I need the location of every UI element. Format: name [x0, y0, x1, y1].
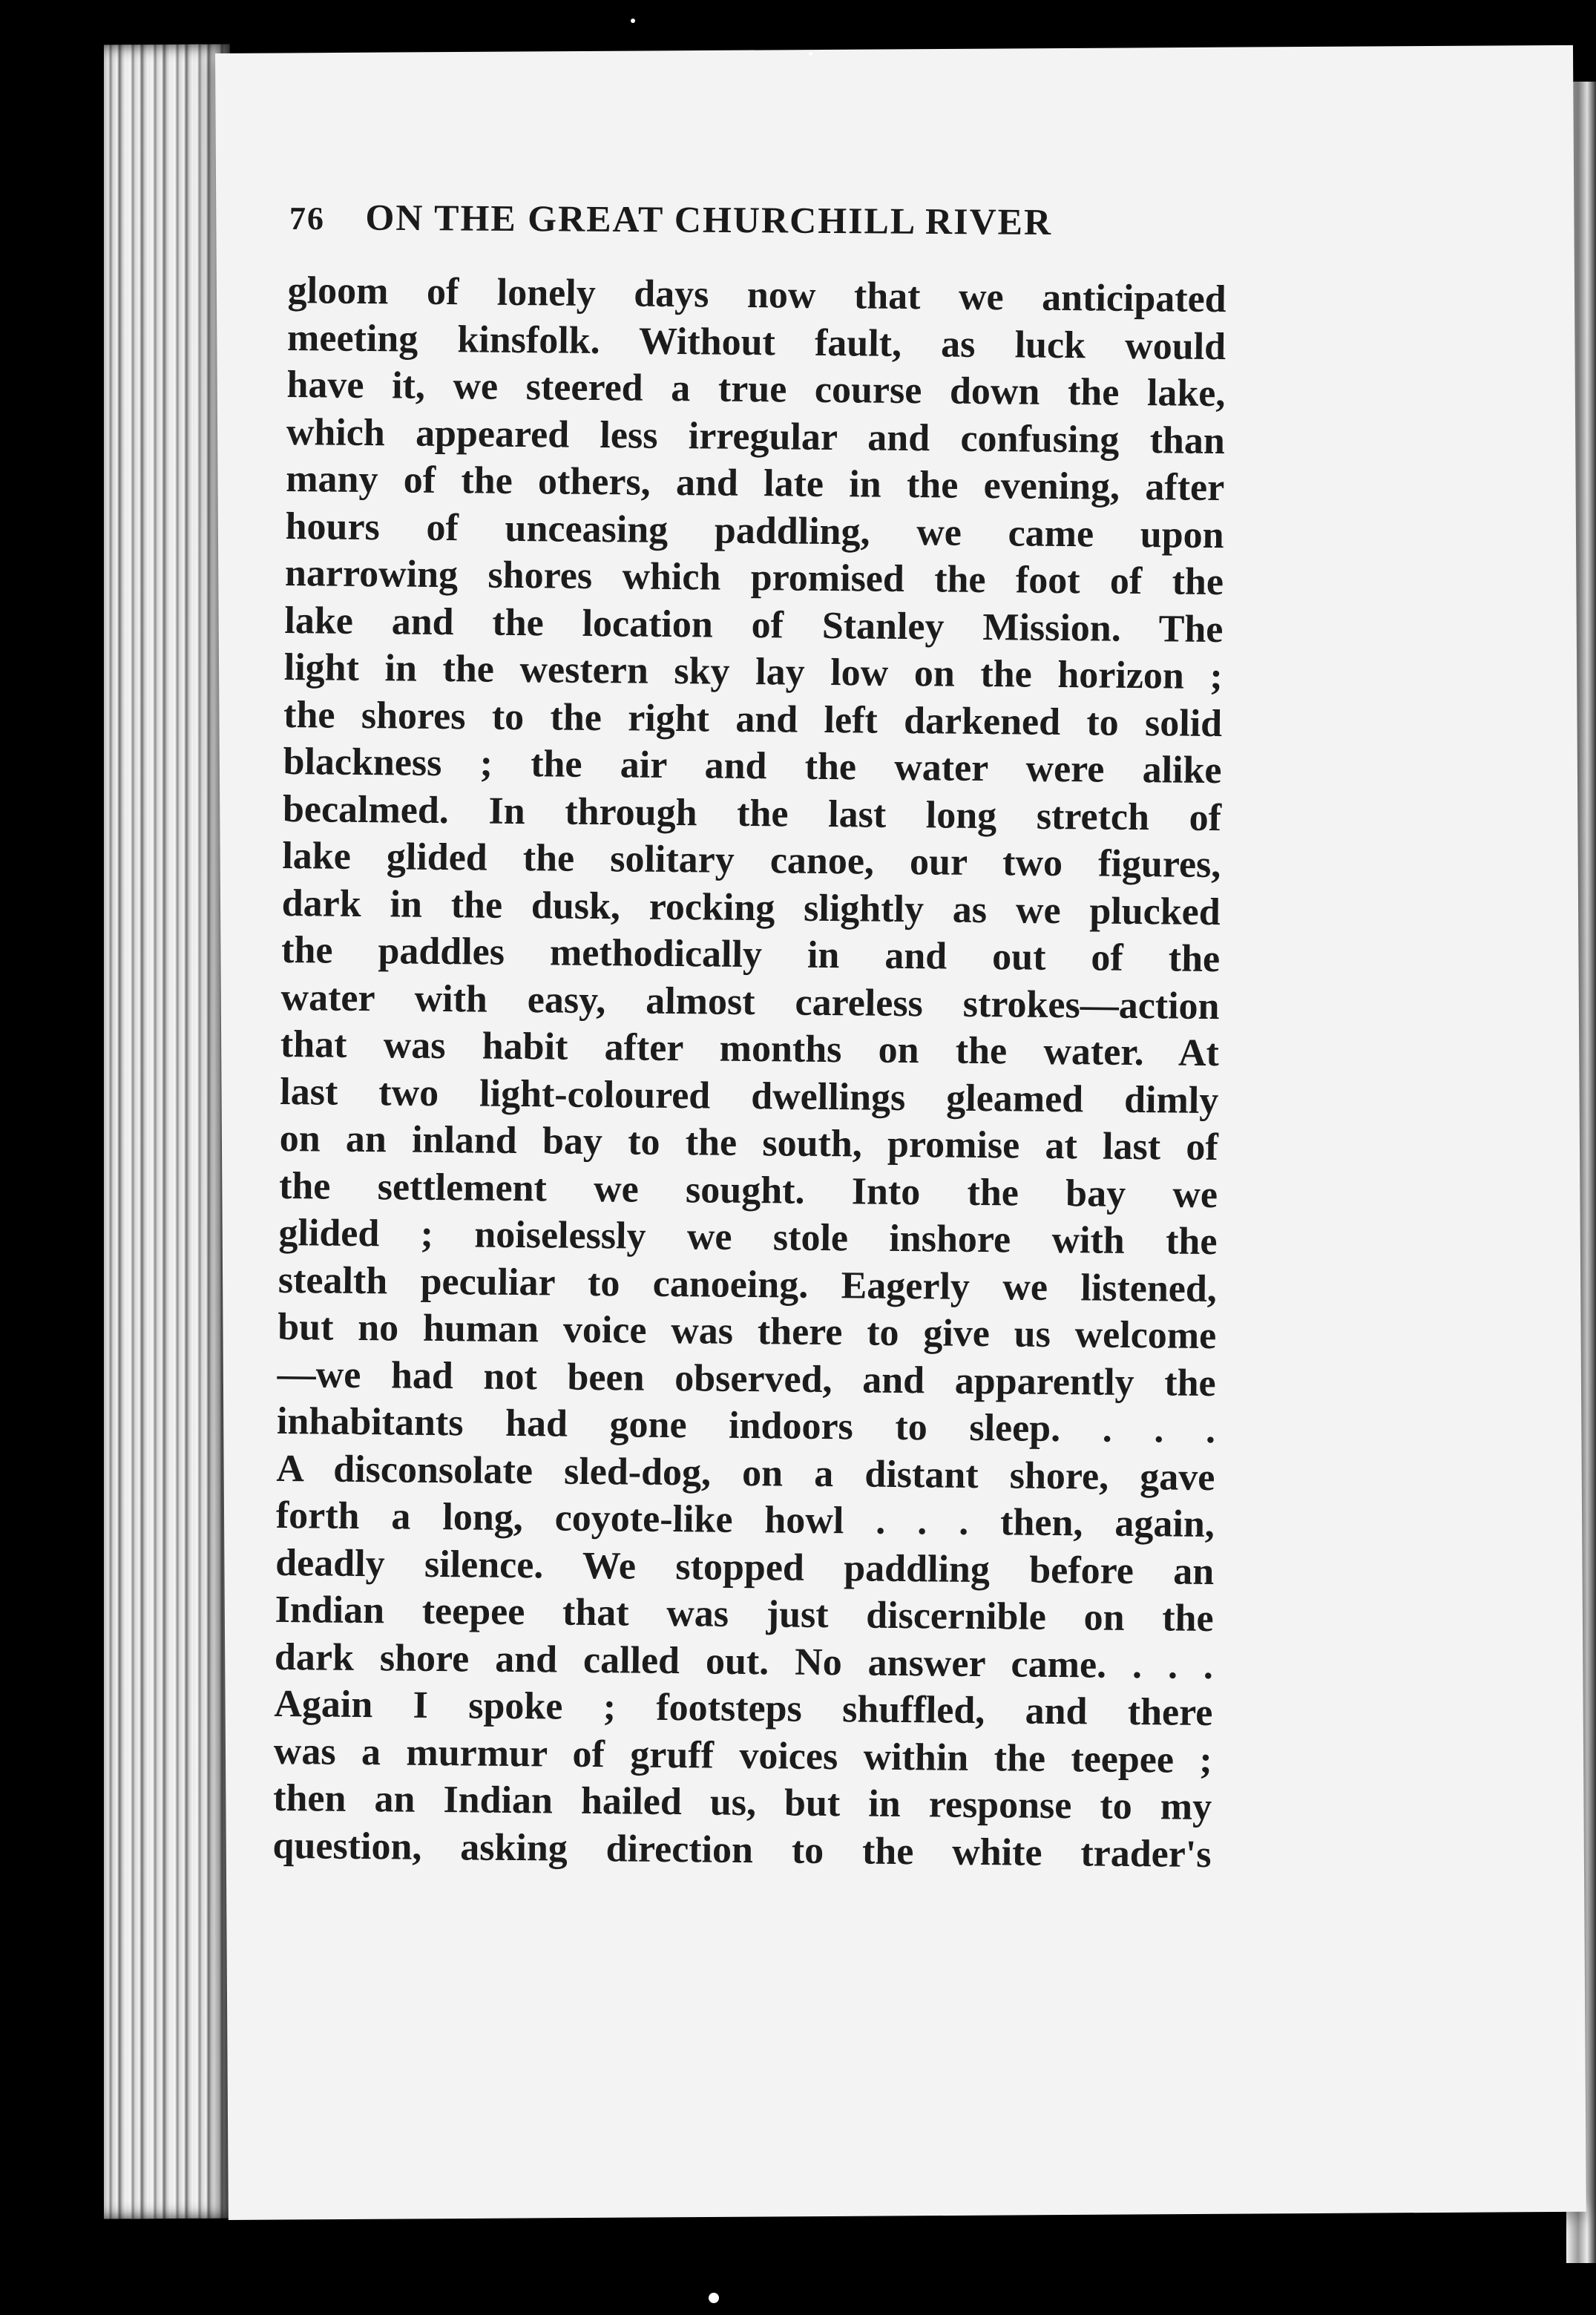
- text-line: A disconsolate sled-dog, on a distant shore, gave: [276, 1447, 1215, 1499]
- text-line: hours of unceasing paddling, we came upon: [285, 505, 1224, 556]
- dust-speck: [709, 2293, 719, 2303]
- text-line: was a murmur of gruff voices within the teepee ;: [273, 1730, 1213, 1782]
- running-title: ON THE GREAT CHURCHILL RIVER: [365, 196, 1053, 243]
- running-head: [289, 195, 1380, 246]
- text-line: last two light-coloured dwellings gleamed dimly: [280, 1070, 1219, 1122]
- text-line: narrowing shores which promised the foot of the: [284, 551, 1224, 604]
- text-line: meeting kinsfolk. Without fault, as luck would: [286, 316, 1226, 368]
- text-line: dark shore and called out. No answer came. . . .: [274, 1635, 1214, 1687]
- text-line: inhabitants had gone indoors to sleep. . . .: [276, 1399, 1216, 1452]
- text-line: question, asking direction to the white trader's: [272, 1824, 1212, 1876]
- page-number: 76: [289, 200, 326, 237]
- text-line: which appeared less irregular and confusing than: [286, 410, 1226, 462]
- text-line: light in the western sky lay low on the horizon ;: [283, 646, 1224, 698]
- body-text: [272, 267, 1226, 1878]
- text-line: dark in the dusk, rocking slightly as we plucked: [281, 881, 1221, 933]
- text-line: water with easy, almost careless strokes—action: [280, 976, 1220, 1028]
- text-line: Again I spoke ; footsteps shuffled, and there: [274, 1682, 1213, 1735]
- dust-speck: [631, 19, 635, 23]
- text-line: stealth peculiar to canoeing. Eagerly we listened,: [278, 1258, 1218, 1310]
- text-line: then an Indian hailed us, but in response to my: [272, 1776, 1212, 1829]
- text-line: many of the others, and late in the evening, after: [285, 457, 1225, 510]
- text-line: the shores to the right and left darkened to solid: [283, 693, 1223, 745]
- text-line: the settlement we sought. Into the bay we: [278, 1164, 1218, 1216]
- text-line: lake glided the solitary canoe, our two figures,: [282, 834, 1221, 887]
- book-page-edges: [104, 45, 230, 2219]
- text-line: Indian teepee that was just discernible on the: [275, 1588, 1214, 1641]
- text-line: lake and the location of Stanley Mission. The: [284, 599, 1224, 651]
- text-line: the paddles methodically in and out of the: [280, 928, 1221, 981]
- text-line: but no human voice was there to give us welcome: [278, 1305, 1217, 1358]
- text-line: on an inland bay to the south, promise at last of: [279, 1117, 1218, 1169]
- text-line: that was habit after months on the water. At: [280, 1022, 1220, 1075]
- text-line: —we had not been observed, and apparently the: [277, 1353, 1216, 1405]
- text-line: becalmed. In through the last long stretch of: [282, 787, 1222, 839]
- text-line: deadly silence. We stopped paddling before an: [275, 1541, 1215, 1593]
- text-line: forth a long, coyote-like howl . . . then, again,: [275, 1494, 1215, 1546]
- text-line: gloom of lonely days now that we anticipated: [287, 269, 1226, 321]
- dust-speck: [809, 52, 812, 56]
- text-line: blackness ; the air and the water were alike: [283, 740, 1222, 792]
- text-line: glided ; noiselessly we stole inshore with the: [278, 1211, 1218, 1264]
- text-line: have it, we steered a true course down the lake,: [286, 363, 1226, 416]
